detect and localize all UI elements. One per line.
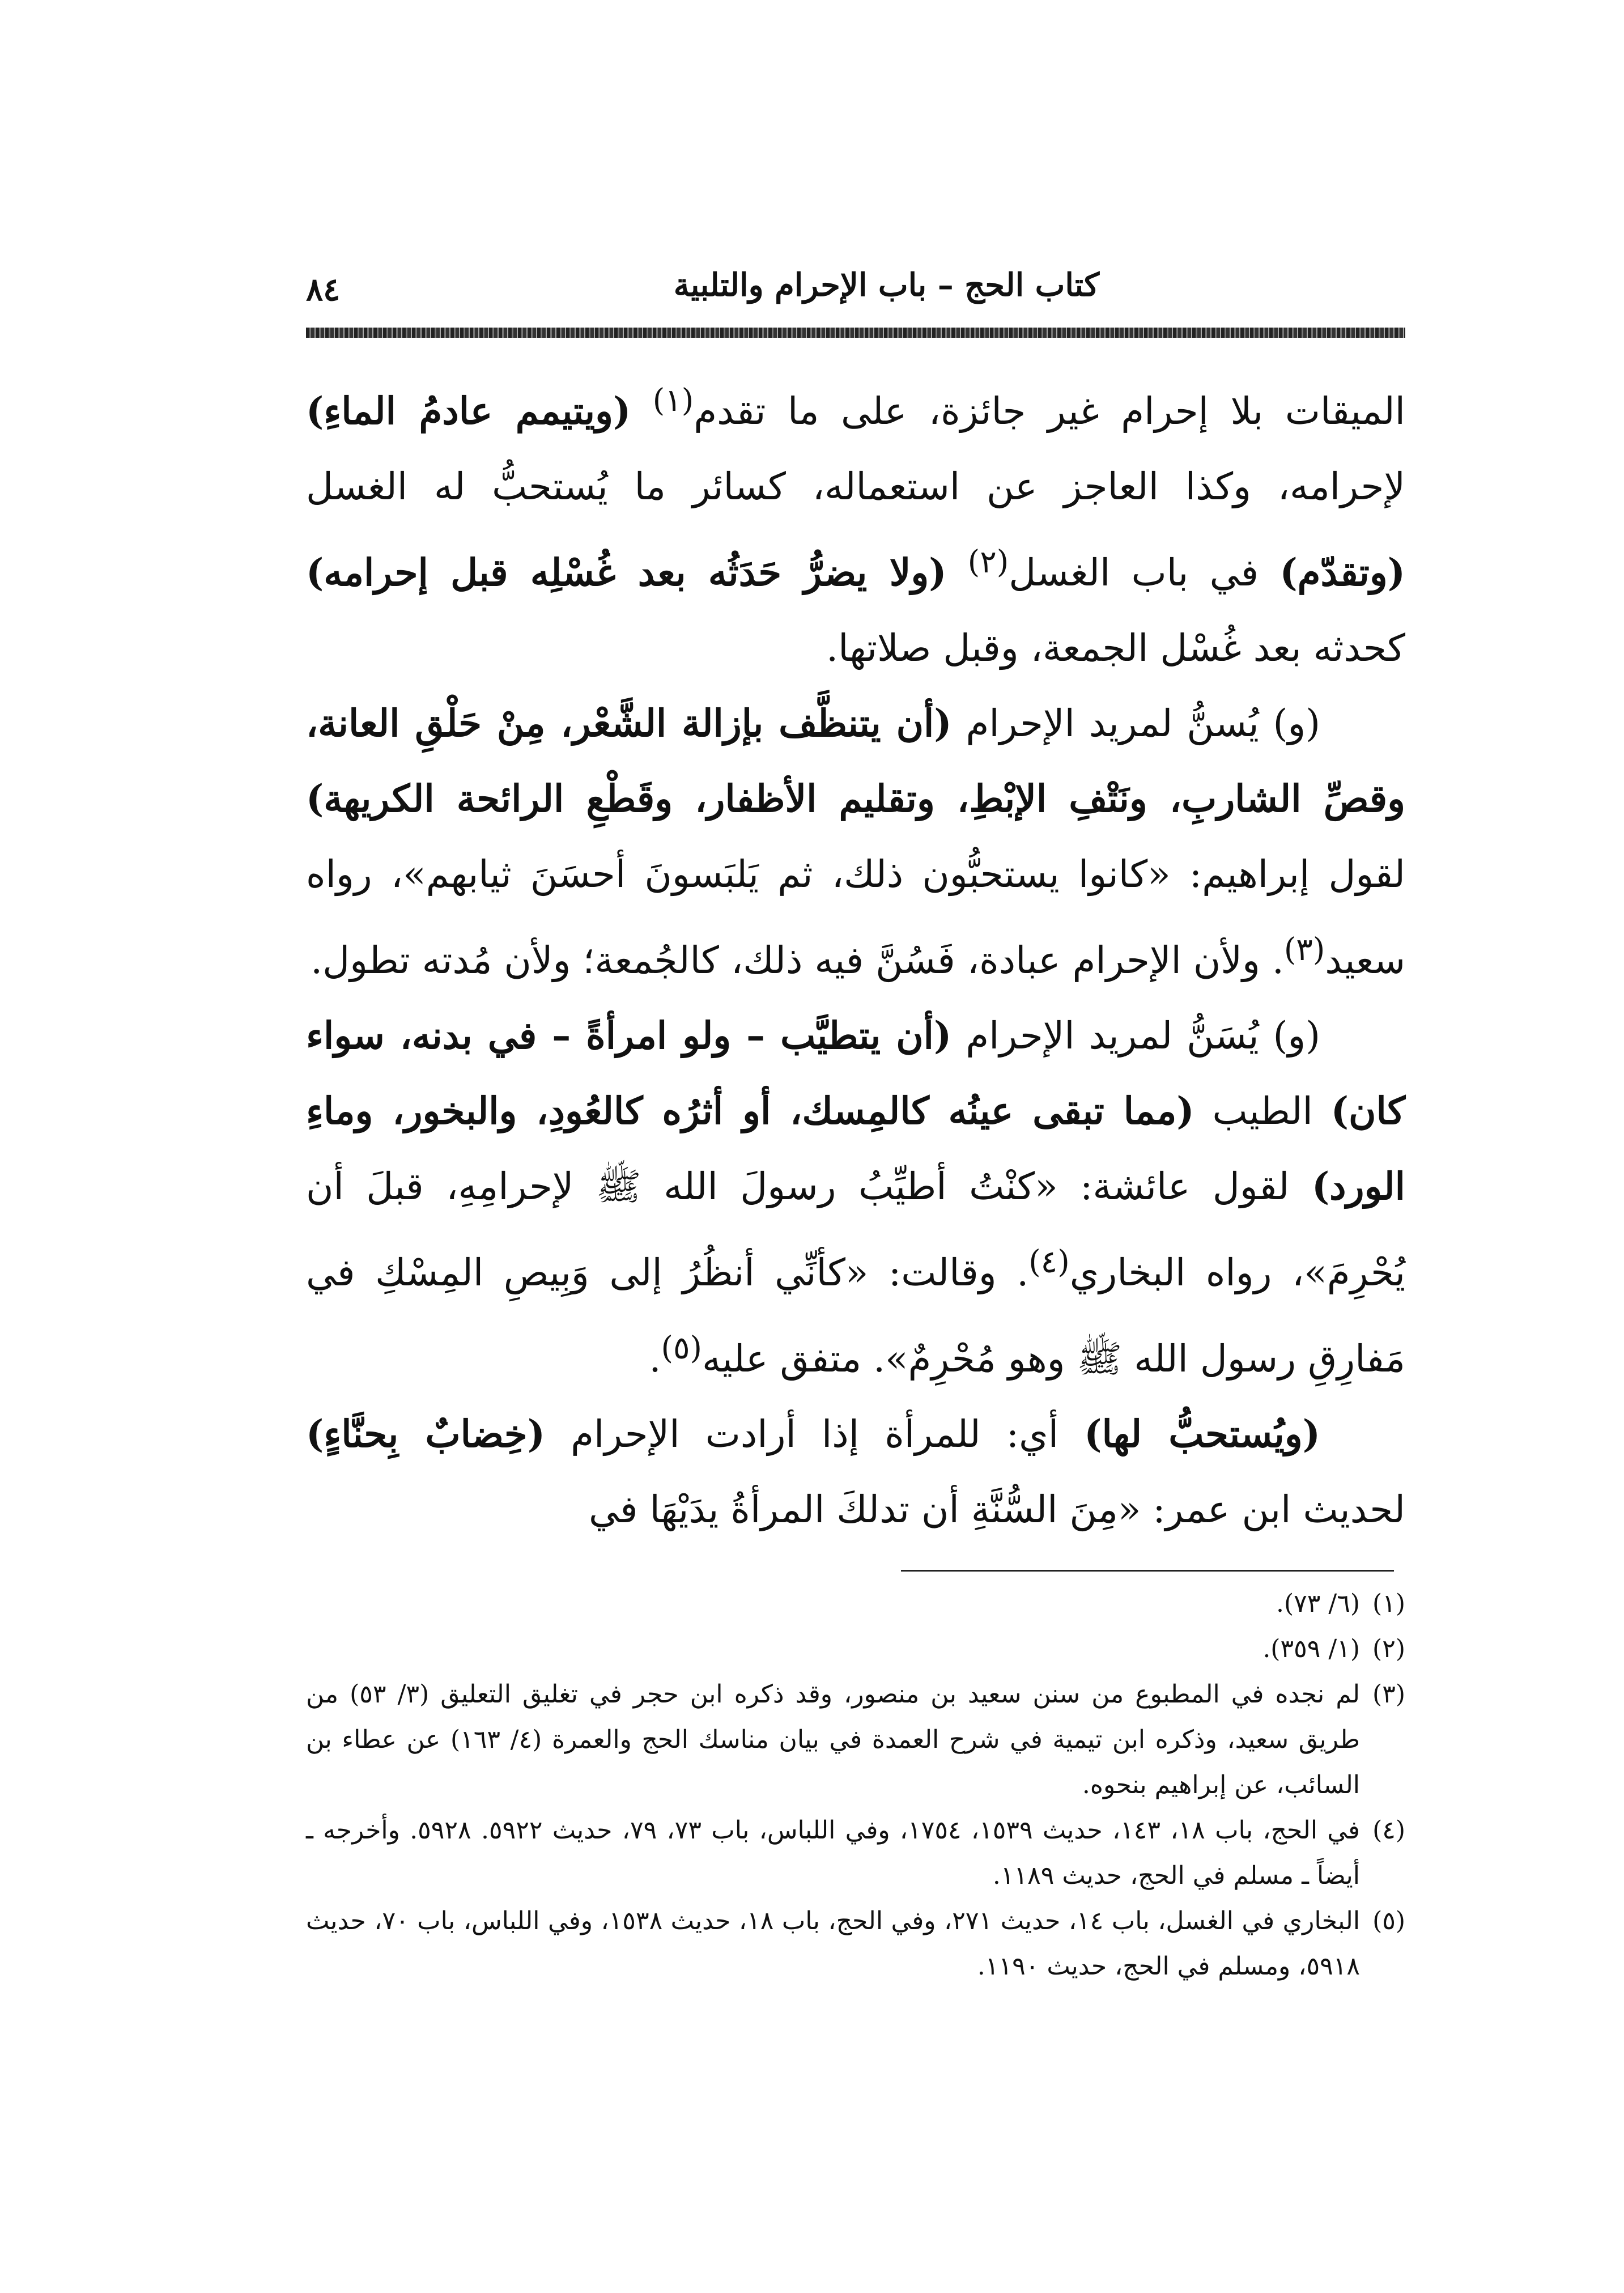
footnote-text: (٦/ ٧٣). bbox=[1276, 1589, 1360, 1618]
text-run: لإحرامه، وكذا العاجز عن استعماله، كسائر ما يُستحبُّ له الغسل bbox=[306, 465, 1405, 508]
footnote-4 bbox=[306, 1808, 1405, 1899]
text-run: . ولأن الإحرام عبادة، فَسُنَّ فيه ذلك، كالجُمعة؛ ولأن مُدته تطول. bbox=[311, 939, 1284, 982]
footnote-text: لم نجده في المطبوع من سنن سعيد بن منصور، وقد ذكره ابن حجر في تغليق التعليق (٣/ ٥٣) من طريق سعيد، وذكره ابن تيمية في شرح العمدة في بيان مناسك الحج والعمرة (٤/ ١٦٣) عن عطاء بن السائب، عن إبراهيم بنحوه. bbox=[306, 1680, 1361, 1799]
footnote-1 bbox=[306, 1581, 1405, 1627]
main-text bbox=[306, 363, 1405, 1547]
text-run: لقول إبراهيم: «كانوا يستحبُّون ذلك، ثم يَلبَسونَ أحسَنَ ثيابهم»، رواه سعيد bbox=[306, 852, 1405, 982]
matn-run: (ويتيمم عادمُ الماءِ) bbox=[306, 389, 631, 433]
footnote-number: (٥) bbox=[1372, 1906, 1406, 1935]
matn-run: (أن يتطيَّب – ولو امرأةً – في بدنه، سواء كان) bbox=[306, 1013, 1406, 1133]
running-title: كتاب الحج – باب الإحرام والتلبية bbox=[673, 266, 1099, 304]
text-run: كحدثه بعد غُسْل الجمعة، وقبل صلاتها. bbox=[826, 626, 1405, 670]
paragraph-3 bbox=[306, 998, 1405, 1396]
text-run: أي: للمرأة إذا أرادت الإحرام bbox=[571, 1412, 1059, 1456]
footnote-separator bbox=[901, 1570, 1394, 1572]
header-rule bbox=[306, 328, 1405, 338]
matn-run: (مما تبقى عينُه كالمِسك، أو أثرُه كالعُودِ، والبخور، وماءِ الورد) bbox=[306, 1089, 1405, 1208]
matn-run: (أن يتنظَّف بإزالة الشَّعْر، مِنْ حَلْقِ العانة، وقصِّ الشاربِ، ونَتْفِ الإبْطِ، وتقليم الأظفار، وقَطْعِ الرائحة الكريهة) bbox=[306, 701, 1405, 821]
footnote-text: البخاري في الغسل، باب ١٤، حديث ٢٧١، وفي الحج، باب ١٨، حديث ١٥٣٨، وفي اللباس، باب ٧٠، حديث ٥٩١٨، ومسلم في الحج، حديث ١١٩٠. bbox=[306, 1906, 1361, 1981]
footnote-text: في الحج، باب ١٨، ١٤٣، حديث ١٥٣٩، ١٧٥٤، وفي اللباس، باب ٧٣، ٧٩، حديث ٥٩٢٢. ٥٩٢٨. وأخرجه ـ أيضاً ـ مسلم في الحج، حديث ١١٨٩. bbox=[306, 1816, 1361, 1890]
page-header bbox=[306, 266, 1405, 340]
text-run: الميقات بلا إحرام غير جائزة، على ما تقدم bbox=[694, 389, 1405, 433]
footnote-ref-4: (٤) bbox=[1028, 1243, 1070, 1280]
paragraph-4 bbox=[306, 1396, 1405, 1547]
text-run: . وقالت: «كأنِّي أنظُرُ إلى وَبِيصِ المِسْكِ في مَفارِقِ رسول الله ﷺ وهو مُحْرِمٌ». متفق عليه bbox=[306, 1251, 1405, 1381]
footnote-ref-1: (١) bbox=[652, 382, 694, 418]
footnote-ref-3: (٣) bbox=[1283, 931, 1325, 967]
text-run: في باب الغسل bbox=[1009, 551, 1259, 595]
matn-run: (ويُستحبُّ لها) bbox=[1084, 1412, 1320, 1456]
text-run: الطيب bbox=[1212, 1089, 1313, 1133]
matn-run: (وتقدّم) bbox=[1279, 550, 1406, 595]
text-run: (و) يُسَنُّ لمريد الإحرام bbox=[966, 1014, 1320, 1058]
footnote-ref-5: (٥) bbox=[661, 1330, 702, 1366]
footnote-text: (١/ ٣٥٩). bbox=[1262, 1634, 1360, 1663]
matn-run: (ولا يضرُّ حَدَثُه بعد غُسْلِه قبل إحرامه) bbox=[306, 550, 947, 595]
footnote-number: (١) bbox=[1372, 1589, 1405, 1618]
text-run: لحديث ابن عمر: «مِنَ السُّنَّةِ أن تدلكَ المرأةُ يدَيْهَا في bbox=[588, 1488, 1405, 1531]
footnote-3 bbox=[306, 1672, 1405, 1808]
text-run: لقول عائشة: «كنْتُ أطيِّبُ رسولَ الله ﷺ لإحرامِهِ، قبلَ أن يُحْرِمَ»، رواه البخاري bbox=[306, 1165, 1405, 1294]
footnote-2 bbox=[306, 1627, 1405, 1672]
footnote-number: (٢) bbox=[1372, 1634, 1405, 1663]
matn-run: (خِضابٌ بِحنَّاءٍ) bbox=[306, 1412, 545, 1456]
paragraph-1 bbox=[306, 363, 1405, 686]
footnotes bbox=[306, 1581, 1405, 1989]
footnote-ref-2: (٢) bbox=[967, 543, 1009, 580]
paragraph-2 bbox=[306, 686, 1405, 998]
footnote-number: (٣) bbox=[1372, 1680, 1406, 1709]
footnote-5 bbox=[306, 1899, 1405, 1989]
text-run: (و) يُسنُّ لمريد الإحرام bbox=[966, 702, 1320, 745]
page-number: ٨٤ bbox=[306, 271, 341, 308]
footnote-number: (٤) bbox=[1372, 1816, 1406, 1845]
text-run: . bbox=[649, 1337, 661, 1381]
